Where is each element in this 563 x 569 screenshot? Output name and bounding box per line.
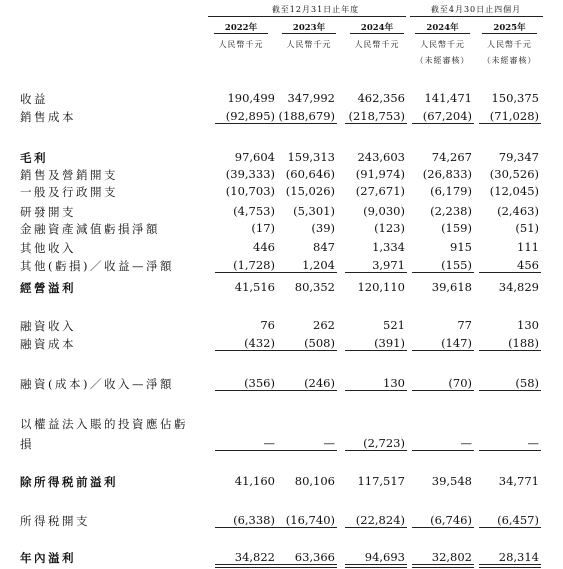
cell-underline <box>479 123 541 124</box>
table-cell: 34,829 <box>498 280 539 294</box>
cell-underline <box>275 527 337 528</box>
table-cell: 141,471 <box>424 91 472 105</box>
cell-double-underline <box>345 567 407 568</box>
table-cell: (92,895) <box>225 109 275 123</box>
table-cell: 120,110 <box>357 280 405 294</box>
table-cell: 159,313 <box>287 150 335 164</box>
group-rule-four-months <box>410 16 543 17</box>
table-cell: 77 <box>457 318 472 332</box>
table-cell: (17) <box>251 221 275 235</box>
cell-underline <box>412 123 474 124</box>
table-cell: 74,267 <box>431 150 472 164</box>
column-currency-5: 人民幣千元 <box>487 40 532 49</box>
table-cell: 462,356 <box>357 91 405 105</box>
table-cell: 3,971 <box>372 258 405 272</box>
cell-underline <box>479 350 541 351</box>
table-cell: 79,347 <box>498 150 539 164</box>
table-cell: 41,160 <box>234 474 275 488</box>
table-cell: 130 <box>383 376 405 390</box>
row-label: 除所得税前溢利 <box>20 475 118 489</box>
table-cell: 63,366 <box>294 550 335 564</box>
table-cell: — <box>323 436 335 450</box>
table-cell: — <box>263 436 275 450</box>
cell-underline <box>479 450 541 451</box>
table-cell: (356) <box>244 376 275 390</box>
cell-double-underline <box>275 567 337 568</box>
cell-underline <box>412 350 474 351</box>
table-cell: (2,238) <box>430 204 472 218</box>
cell-underline <box>479 527 541 528</box>
group-rule-fiscal-years <box>208 16 406 17</box>
table-cell: (39,333) <box>225 167 275 181</box>
column-year-rule <box>282 33 336 34</box>
table-cell: 1,334 <box>372 240 405 254</box>
column-year-4: 2024年 <box>426 23 459 33</box>
table-cell: 80,106 <box>294 474 335 488</box>
cell-underline <box>412 390 474 391</box>
table-cell: (6,457) <box>497 513 539 527</box>
table-cell: (26,833) <box>422 167 472 181</box>
table-cell: 446 <box>253 240 275 254</box>
cell-underline <box>412 527 474 528</box>
row-label: 年內溢利 <box>20 551 76 565</box>
column-year-1: 2022年 <box>224 23 258 33</box>
column-year-rule <box>482 33 537 34</box>
table-cell: 94,693 <box>364 550 405 564</box>
cell-double-underline <box>412 567 474 568</box>
cell-underline <box>275 272 337 273</box>
table-cell: 117,517 <box>357 474 405 488</box>
table-cell: (71,028) <box>489 109 539 123</box>
row-label: 其他(虧損)／收益—淨額 <box>20 259 174 273</box>
table-cell: 39,548 <box>431 474 472 488</box>
table-cell: 847 <box>313 240 335 254</box>
cell-underline <box>412 272 474 273</box>
row-label: 金融資產減值虧損淨額 <box>20 222 160 236</box>
column-currency-1: 人民幣千元 <box>218 40 264 49</box>
cell-underline <box>345 272 407 273</box>
table-cell: 190,499 <box>227 91 275 105</box>
table-cell: (58) <box>515 376 539 390</box>
column-year-2: 2023年 <box>292 23 326 33</box>
table-cell: 915 <box>450 240 472 254</box>
column-year-3: 2024年 <box>360 23 394 33</box>
cell-underline <box>479 564 541 565</box>
cell-underline <box>345 450 407 451</box>
table-cell: (22,824) <box>355 513 405 527</box>
table-cell: (6,179) <box>430 184 472 198</box>
table-cell: (123) <box>374 221 405 235</box>
table-cell: (51) <box>515 221 539 235</box>
row-label: 銷售及營銷開支 <box>20 168 118 182</box>
cell-underline <box>345 390 407 391</box>
cell-underline <box>215 450 277 451</box>
row-label: 融資(成本)／收入—淨額 <box>20 377 174 391</box>
table-cell: — <box>460 436 472 450</box>
row-label-continued: 損 <box>20 437 34 451</box>
cell-underline <box>215 564 277 565</box>
table-cell: (70) <box>448 376 472 390</box>
column-currency-3: 人民幣千元 <box>354 40 400 49</box>
row-label: 所得税開支 <box>20 514 90 528</box>
cell-double-underline <box>479 567 541 568</box>
table-cell: (4,753) <box>233 204 275 218</box>
table-cell: 243,603 <box>357 150 405 164</box>
cell-underline <box>412 450 474 451</box>
cell-double-underline <box>215 567 277 568</box>
cell-underline <box>275 350 337 351</box>
table-cell: (16,740) <box>285 513 335 527</box>
row-label: 一般及行政開支 <box>20 185 118 199</box>
table-cell: 521 <box>383 318 405 332</box>
table-cell: (12,045) <box>489 184 539 198</box>
column-currency-2: 人民幣千元 <box>286 40 332 49</box>
table-cell: (246) <box>304 376 335 390</box>
cell-underline <box>275 450 337 451</box>
column-unaudited-note: （未經審核） <box>415 56 470 65</box>
table-cell: (30,526) <box>489 167 539 181</box>
cell-underline <box>215 527 277 528</box>
table-cell: 32,802 <box>431 550 472 564</box>
table-cell: 28,314 <box>498 550 539 564</box>
cell-underline <box>275 390 337 391</box>
table-cell: 456 <box>517 258 539 272</box>
cell-underline <box>479 272 541 273</box>
table-cell: 262 <box>313 318 335 332</box>
cell-underline <box>215 123 277 124</box>
table-cell: (188,679) <box>278 109 335 123</box>
table-cell: (159) <box>441 221 472 235</box>
cell-underline <box>345 527 407 528</box>
table-cell: (188) <box>508 336 539 350</box>
cell-underline <box>345 350 407 351</box>
table-cell: 130 <box>517 318 539 332</box>
table-cell: (2,463) <box>497 204 539 218</box>
table-cell: (91,974) <box>355 167 405 181</box>
column-year-rule <box>415 33 470 34</box>
table-cell: 1,204 <box>302 258 335 272</box>
table-cell: — <box>527 436 539 450</box>
row-label: 經營溢利 <box>20 281 76 295</box>
table-cell: 80,352 <box>294 280 335 294</box>
table-cell: 41,516 <box>234 280 275 294</box>
row-label: 融資收入 <box>20 319 76 333</box>
column-currency-4: 人民幣千元 <box>420 40 465 49</box>
table-cell: 34,771 <box>498 474 539 488</box>
group-title-four-months: 截至4月30日止四個月 <box>430 5 522 14</box>
column-year-rule <box>350 33 404 34</box>
row-label: 其他收入 <box>20 241 76 255</box>
group-title-fiscal-years: 截至12月31日止年度 <box>271 5 360 14</box>
table-cell: (39) <box>311 221 335 235</box>
table-cell: 150,375 <box>491 91 539 105</box>
table-cell: 111 <box>517 240 539 254</box>
table-cell: (27,671) <box>355 184 405 198</box>
cell-underline <box>412 564 474 565</box>
table-cell: (218,753) <box>348 109 405 123</box>
table-cell: (10,703) <box>225 184 275 198</box>
cell-underline <box>215 390 277 391</box>
cell-underline <box>345 123 407 124</box>
table-cell: (6,338) <box>233 513 275 527</box>
cell-underline <box>215 350 277 351</box>
column-year-rule <box>214 33 268 34</box>
table-cell: (6,746) <box>430 513 472 527</box>
row-label: 研發開支 <box>20 205 76 219</box>
table-cell: 34,822 <box>234 550 275 564</box>
table-cell: (147) <box>441 336 472 350</box>
row-label: 以權益法入賬的投資應佔虧 <box>20 417 188 431</box>
table-cell: (391) <box>374 336 405 350</box>
column-year-5: 2025年 <box>493 23 526 33</box>
cell-underline <box>479 390 541 391</box>
table-cell: (2,723) <box>363 436 405 450</box>
row-label: 毛利 <box>20 151 48 165</box>
table-cell: (155) <box>441 258 472 272</box>
table-cell: (1,728) <box>233 258 275 272</box>
row-label: 收益 <box>20 92 48 106</box>
row-label: 融資成本 <box>20 337 76 351</box>
cell-underline <box>345 564 407 565</box>
table-cell: 347,992 <box>287 91 335 105</box>
cell-underline <box>215 272 277 273</box>
column-unaudited-note: （未經審核） <box>482 56 537 65</box>
table-cell: (67,204) <box>422 109 472 123</box>
table-cell: (60,646) <box>285 167 335 181</box>
table-cell: (508) <box>304 336 335 350</box>
table-cell: (9,030) <box>363 204 405 218</box>
table-cell: 39,618 <box>431 280 472 294</box>
table-cell: (432) <box>244 336 275 350</box>
table-cell: 76 <box>260 318 275 332</box>
table-cell: (5,301) <box>293 204 335 218</box>
table-cell: 97,604 <box>234 150 275 164</box>
row-label: 銷售成本 <box>20 110 76 124</box>
table-cell: (15,026) <box>285 184 335 198</box>
cell-underline <box>275 123 337 124</box>
cell-underline <box>275 564 337 565</box>
